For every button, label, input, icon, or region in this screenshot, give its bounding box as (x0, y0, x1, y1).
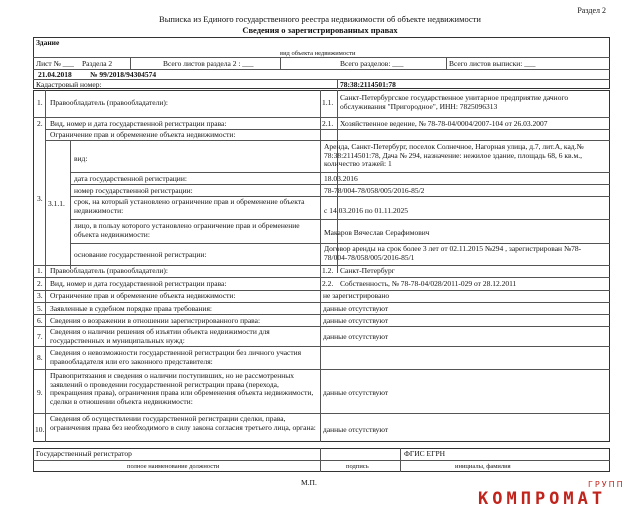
stamp-placeholder: М.П. (301, 478, 317, 487)
row-value: данные отсутствуют (323, 425, 389, 434)
row-value: данные отсутствуют (323, 316, 389, 325)
section-sheets: Всего листов раздела 2 : ___ (163, 59, 254, 68)
section-label: Раздел 2 (577, 6, 606, 15)
registration-number-label: номер государственной регистрации: (74, 186, 193, 195)
caption-position: полное наименование должности (127, 463, 220, 470)
row-value: Хозяйственное ведение, № 78-78-04/0004/2007-104 от 26.03.2007 (340, 119, 548, 128)
row-number: 1. (37, 266, 43, 275)
cadastral-label: Кадастровый номер: (36, 80, 102, 89)
object-type-caption: вид объекта недвижимости (280, 50, 356, 57)
row-value: данные отсутствуют (323, 388, 389, 397)
extract-date: 21.04.2018 (38, 70, 72, 79)
total-sheets: Всего листов выписки: ___ (449, 59, 536, 68)
watermark-group-text: ГРУПП (588, 480, 625, 489)
registration-basis-label: основание государственной регистрации: (74, 250, 207, 259)
term-label: срок, на который установлено ограничение прав и обременение объекта недвижимости: (74, 197, 305, 215)
row-label: Вид, номер и дата государственной регистрации права: (50, 279, 227, 288)
encumbrance-type-label: вид: (74, 154, 88, 163)
total-sections: Всего разделов: ___ (340, 59, 404, 68)
row-subnumber: 1.1. (322, 98, 334, 107)
row-value: Санкт-Петербург (340, 266, 395, 275)
watermark-logo: КОМПРОМАТ (478, 489, 607, 509)
row-number: 6. (37, 316, 43, 325)
row-number: 3. (37, 291, 43, 300)
row-label: Сведения об осуществлении государственной регистрации сделки, права, ограничения права без необходимого в силу закона согласия третьего лица, органа: (50, 414, 316, 432)
row-label: Сведения о возражении в отношении зарегистрированного права: (50, 316, 261, 325)
row-value: данные отсутствуют (323, 332, 389, 341)
row-number: 2. (37, 119, 43, 128)
section-number: Раздела 2 (82, 59, 113, 68)
row-label: Правопритязания и сведения о наличии поступивших, но не рассмотренных заявлений о проведении государственной регистрации права (перехода, прекращения права), ограничения права или обременения объекта недвижимости, сделки в отношении объекта недвижимости: (50, 371, 314, 406)
row-label: Заявленные в судебном порядке права требования: (50, 304, 212, 313)
row-label: Ограничение прав и обременение объекта недвижимости: (50, 130, 236, 139)
object-type: Здание (36, 38, 60, 47)
row-number: 1. (37, 98, 43, 107)
registration-basis-value: Договор аренды на срок более 3 лет от 02.11.2015 №294 , зарегистрирован №78-78/004-78/058/005/2016-85/1 (324, 244, 582, 262)
row-number: 5. (37, 304, 43, 313)
row-subnumber: 3.1.1. (48, 199, 65, 208)
row-label: Ограничение прав и обременение объекта недвижимости: (50, 291, 236, 300)
registration-date-value: 18.03.2016 (324, 174, 358, 183)
row-value: Собственность, № 78-78-04/028/2011-029 от 28.12.2011 (340, 279, 517, 288)
registrar-label: Государственный регистратор (36, 449, 132, 458)
caption-name: инициалы, фамилия (455, 463, 511, 470)
document-title: Выписка из Единого государственного реестра недвижимости об объекте недвижимости (159, 14, 481, 24)
row-value: данные отсутствуют (323, 304, 389, 313)
row-value: Санкт-Петербургское государственное унитарное предприятие дачного обслуживания "Пригородное", ИНН: 7825096313 (340, 93, 569, 111)
document-subtitle: Сведения о зарегистрированных правах (242, 25, 398, 35)
caption-signature: подпись (346, 463, 369, 470)
row-number: 10. (35, 425, 45, 434)
row-label: Сведения о невозможности государственной регистрации без личного участия правообладателя или его законного представителя: (50, 348, 302, 366)
row-number: 3. (37, 194, 43, 203)
row-label: Вид, номер и дата государственной регистрации права: (50, 119, 227, 128)
row-number: 2. (37, 279, 43, 288)
extract-number: № 99/2018/94304574 (90, 70, 157, 79)
row-subnumber: 2.1. (322, 119, 334, 128)
beneficiary-label: лицо, в пользу которого установлено ограничение прав и обременение объекта недвижимости: (74, 221, 300, 239)
row-subnumber: 2.2. (322, 279, 334, 288)
beneficiary-value: Макаров Вячеслав Серафимович (324, 228, 430, 237)
row-label: Правообладатель (правообладатели): (50, 266, 168, 275)
cadastral-number: 78:38:2114501:78 (340, 80, 396, 89)
registrar-org: ФГИС ЕГРН (404, 449, 446, 458)
term-value: с 14.03.2016 по 01.11.2025 (324, 206, 408, 215)
row-subnumber: 1.2. (322, 266, 334, 275)
row-number: 9. (37, 388, 43, 397)
row-label: Сведения о наличии решения об изъятии объекта недвижимости для государственных и муниципальных нужд: (50, 327, 270, 345)
registration-date-label: дата государственной регистрации: (74, 174, 187, 183)
row-label: Правообладатель (правообладатели): (50, 98, 168, 107)
row-number: 7. (37, 332, 43, 341)
registration-number-value: 78-78/004-78/058/005/2016-85/2 (324, 186, 425, 195)
row-value: не зарегистрировано (323, 291, 390, 300)
sheet-number: Лист № ___ (36, 59, 74, 68)
row-number: 8. (37, 353, 43, 362)
encumbrance-type-value: Аренда, Санкт-Петербург, поселок Солнечное, Нагорная улица, д.7, лит.А, кад.№ 78:38:2114501:78, Дача № 294, назначение: нежилое здание, площадь 68, 6 кв.м., количество этажей: 1 (324, 142, 584, 169)
